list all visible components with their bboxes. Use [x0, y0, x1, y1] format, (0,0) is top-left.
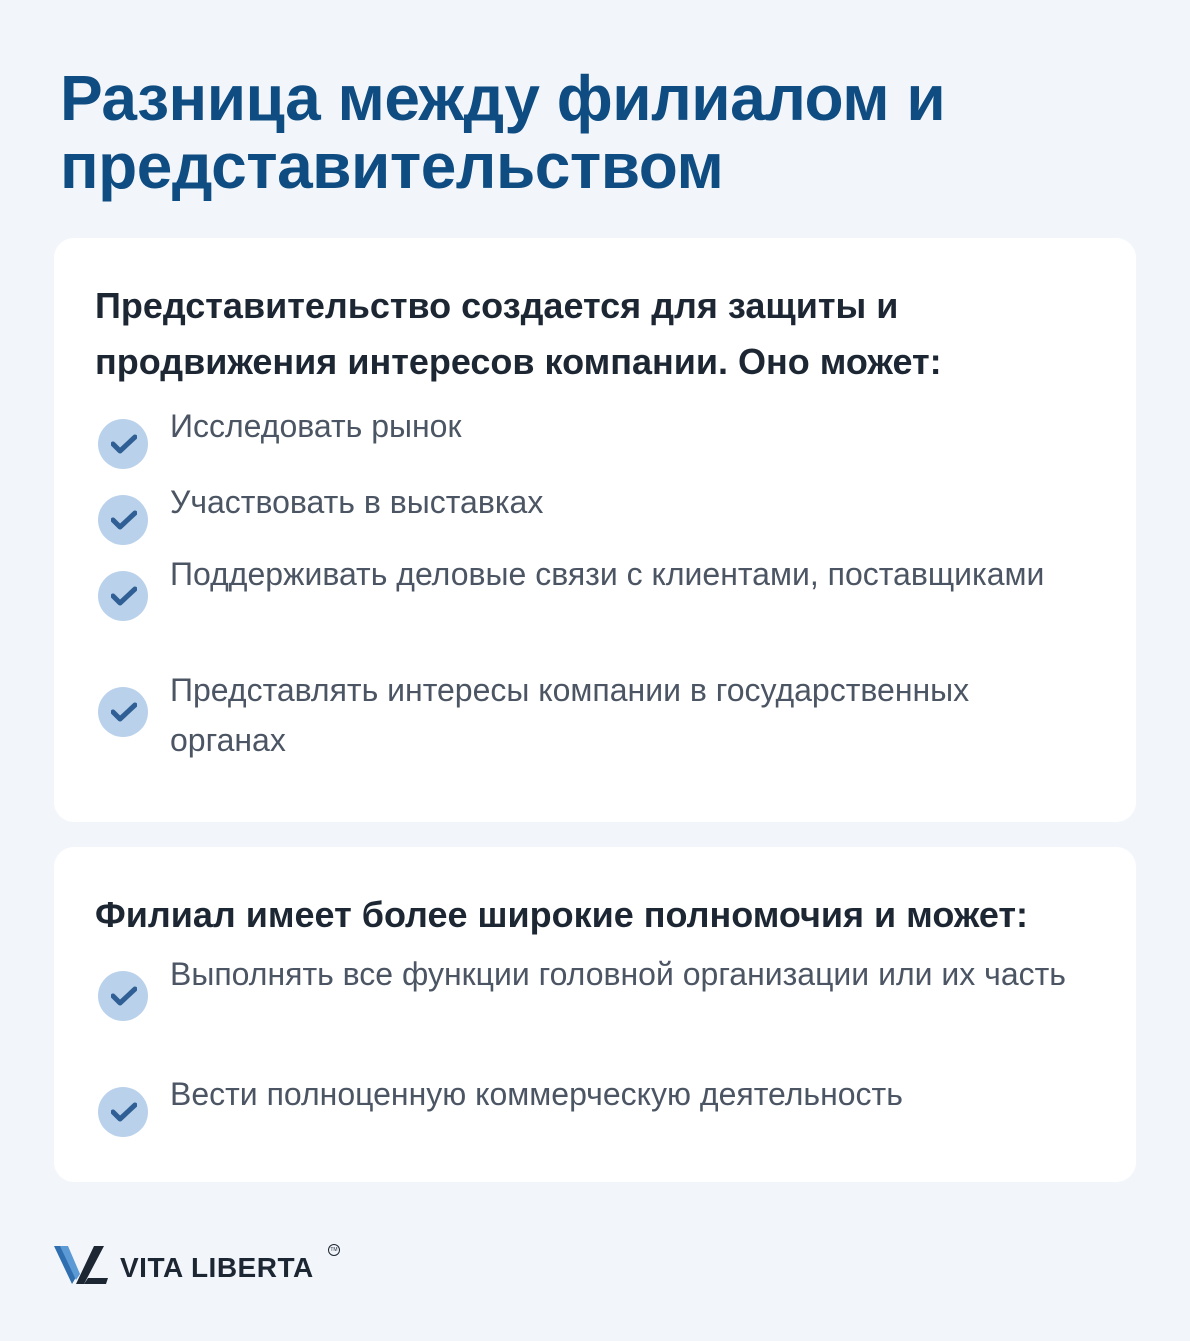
- list-item-text: Представлять интересы компании в государственных органах: [170, 672, 970, 758]
- list-item-text: Выполнять все функции головной организации или их часть: [170, 956, 1066, 992]
- check-icon: [98, 971, 148, 1021]
- check-icon: [98, 1087, 148, 1137]
- trademark-mark: TM: [328, 1244, 340, 1256]
- check-icon: [98, 419, 148, 469]
- check-icon: [98, 687, 148, 737]
- page-title: Разница между филиалом и представительством: [60, 62, 946, 202]
- card-heading: Филиал имеет более широкие полномочия и может:: [95, 894, 1029, 935]
- vita-liberta-logo-icon: [54, 1244, 110, 1291]
- representative-office-card: [54, 238, 1136, 822]
- branch-card: [54, 847, 1136, 1182]
- list-item-text: Участвовать в выставках: [170, 484, 544, 520]
- vita-liberta-logo: [54, 1244, 354, 1286]
- list-item-text: Поддерживать деловые связи с клиентами, поставщиками: [170, 556, 1045, 592]
- card-heading: Представительство создается для защиты и продвижения интересов компании. Оно может:: [95, 285, 942, 382]
- logo-text: VITA LIBERTA: [120, 1252, 314, 1283]
- check-icon: [98, 571, 148, 621]
- list-item-text: Исследовать рынок: [170, 408, 462, 444]
- list-item-text: Вести полноценную коммерческую деятельность: [170, 1076, 903, 1112]
- check-icon: [98, 495, 148, 545]
